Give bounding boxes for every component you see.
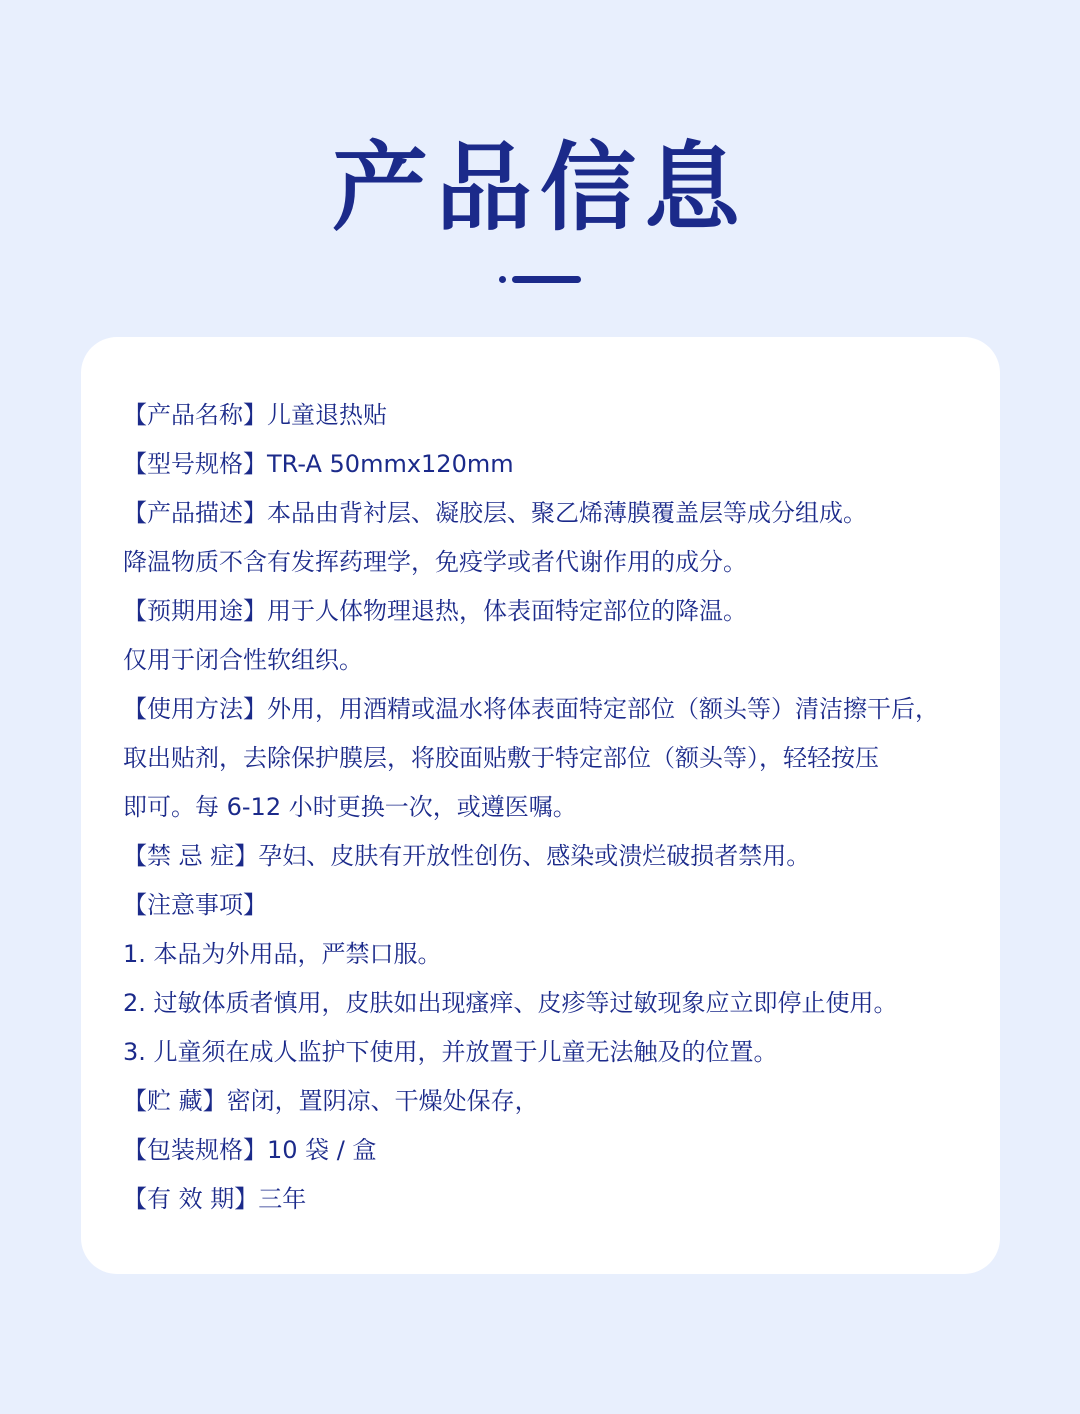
info-line-intended-use-cont (123, 636, 983, 685)
info-line-model-spec (123, 440, 983, 489)
info-line-precaution-3 (123, 1028, 983, 1077)
info-line-text: 【禁 忌 症】孕妇、皮肤有开放性创伤、感染或溃烂破损者禁用。 (123, 842, 811, 870)
info-line-intended-use (123, 587, 983, 636)
info-line-text: 3. 儿童须在成人监护下使用，并放置于儿童无法触及的位置。 (123, 1038, 778, 1066)
info-line-description (123, 489, 983, 538)
info-line-usage (123, 685, 983, 734)
info-line-product-name (123, 391, 983, 440)
info-line-text: 【产品名称】儿童退热贴 (123, 401, 387, 429)
info-line-storage (123, 1077, 983, 1126)
product-info-card (81, 337, 1000, 1274)
info-line-text: 即可。每 6-12 小时更换一次，或遵医嘱。 (123, 793, 577, 821)
info-line-packaging (123, 1126, 983, 1175)
title-divider (499, 276, 581, 283)
info-line-text: 【有 效 期】三年 (123, 1185, 307, 1213)
info-line-precautions-heading (123, 881, 983, 930)
info-line-contraindications (123, 832, 983, 881)
info-line-text: 取出贴剂，去除保护膜层，将胶面贴敷于特定部位（额头等），轻轻按压 (123, 744, 879, 772)
info-line-text: 仅用于闭合性软组织。 (123, 646, 363, 674)
info-line-text: 降温物质不含有发挥药理学，免疫学或者代谢作用的成分。 (123, 548, 747, 576)
info-line-text: 【使用方法】外用，用酒精或温水将体表面特定部位（额头等）清洁擦干后， (123, 695, 939, 723)
info-line-text: 【注意事项】 (123, 891, 267, 919)
info-line-description-cont (123, 538, 983, 587)
info-line-text: 【产品描述】本品由背衬层、凝胶层、聚乙烯薄膜覆盖层等成分组成。 (123, 499, 867, 527)
info-line-precaution-2 (123, 979, 983, 1028)
page-title: 产品信息 (332, 132, 748, 244)
divider-dot (499, 276, 506, 283)
info-line-text: 【预期用途】用于人体物理退热，体表面特定部位的降温。 (123, 597, 747, 625)
info-line-text: 1. 本品为外用品，严禁口服。 (123, 940, 442, 968)
divider-bar (512, 276, 581, 283)
info-line-precaution-1 (123, 930, 983, 979)
info-line-usage-cont2 (123, 783, 983, 832)
info-line-text: 【型号规格】TR-A 50mmx120mm (123, 450, 514, 478)
product-info-list (123, 391, 983, 1224)
info-line-text: 【贮 藏】密闭，置阴凉、干燥处保存， (123, 1087, 539, 1115)
info-line-validity (123, 1175, 983, 1224)
info-line-usage-cont (123, 734, 983, 783)
info-line-text: 【包装规格】10 袋 / 盒 (123, 1136, 377, 1164)
info-line-text: 2. 过敏体质者慎用，皮肤如出现瘙痒、皮疹等过敏现象应立即停止使用。 (123, 989, 898, 1017)
